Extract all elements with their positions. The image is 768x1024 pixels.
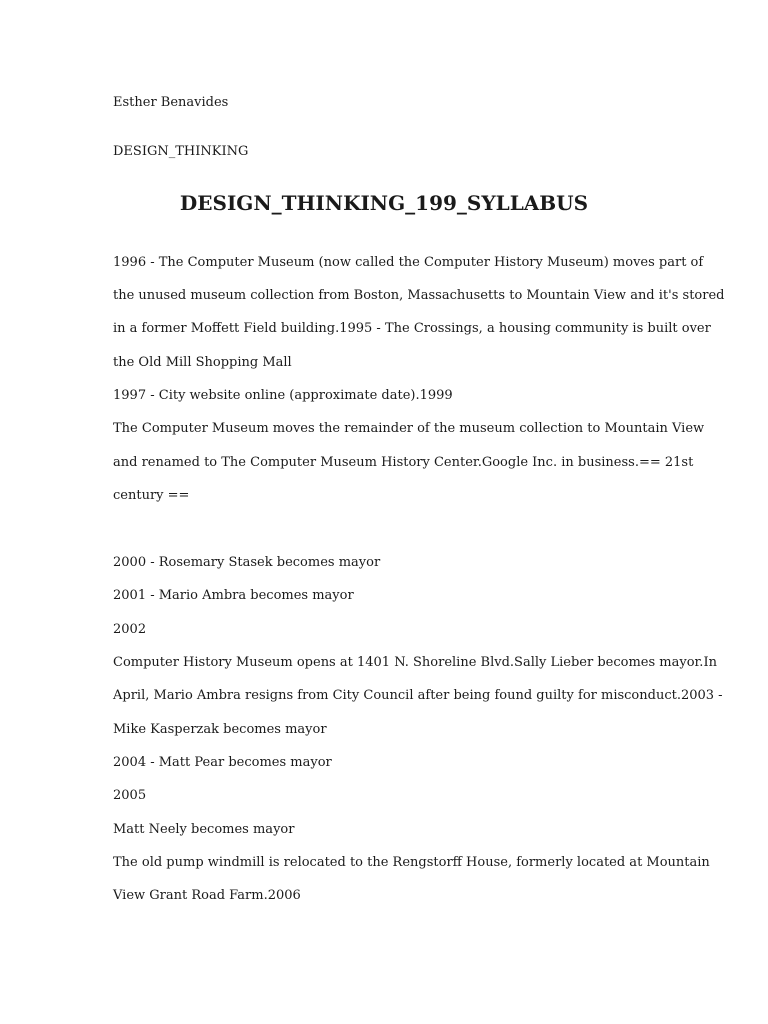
body-line: the Old Mill Shopping Mall: [113, 355, 292, 370]
author-name: Esther Benavides: [113, 95, 229, 110]
body-line: Computer History Museum opens at 1401 N. Shoreline Blvd.Sally Lieber becomes mayor.In: [113, 655, 717, 670]
body-line: April, Mario Ambra resigns from City Council after being found guilty for misconduct.2003 -: [113, 688, 723, 703]
body-line: 2002: [113, 622, 147, 637]
body-line: 2001 - Mario Ambra becomes mayor: [113, 588, 354, 603]
body-line: 1996 - The Computer Museum (now called the Computer History Museum) moves part of: [113, 255, 704, 270]
body-line: Matt Neely becomes mayor: [113, 822, 295, 837]
body-line: 1997 - City website online (approximate date).1999: [113, 388, 453, 403]
body-line: The Computer Museum moves the remainder of the museum collection to Mountain View: [113, 421, 705, 436]
body-line: in a former Moffett Field building.1995 - The Crossings, a housing community is built over: [113, 321, 711, 336]
document-title: DESIGN_THINKING_199_SYLLABUS: [179, 191, 589, 215]
body-line: 2005: [113, 788, 147, 803]
body-line: century ==: [113, 488, 190, 503]
course-name: DESIGN_THINKING: [113, 144, 249, 159]
body-line: and renamed to The Computer Museum History Center.Google Inc. in business.== 21st: [113, 455, 694, 470]
body-line: the unused museum collection from Boston, Massachusetts to Mountain View and it's stored: [113, 288, 725, 303]
body-line: 2004 - Matt Pear becomes mayor: [113, 755, 332, 770]
body-line: The old pump windmill is relocated to the Rengstorff House, formerly located at Mountain: [113, 855, 710, 870]
body-line: Mike Kasperzak becomes mayor: [113, 722, 327, 737]
body-line: View Grant Road Farm.2006: [113, 888, 301, 903]
body-line: 2000 - Rosemary Stasek becomes mayor: [113, 555, 381, 570]
